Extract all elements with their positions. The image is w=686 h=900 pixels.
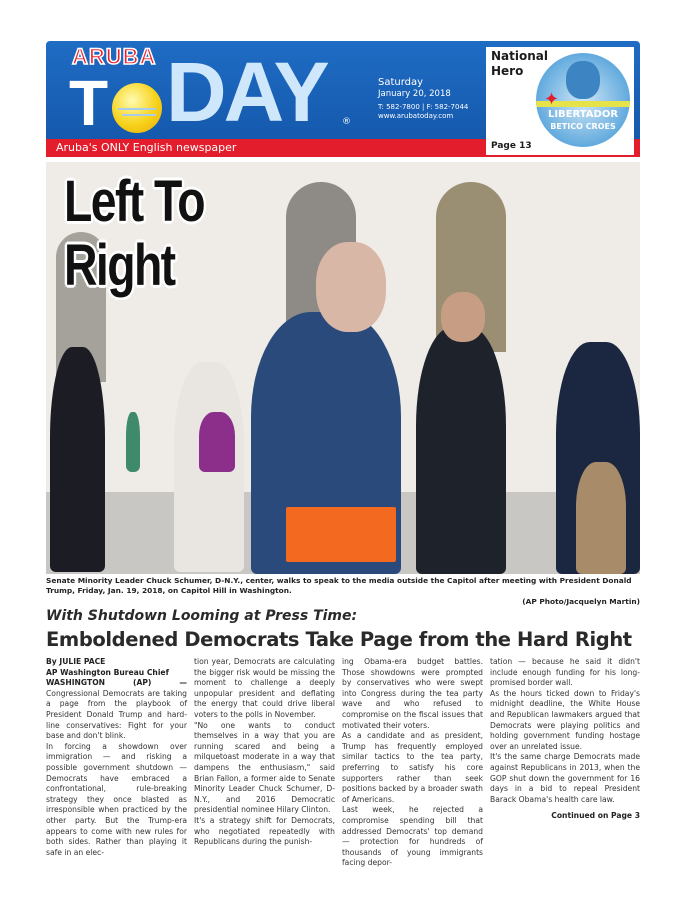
paragraph: tion year, Democrats are calculating the bigger risk would be missing the moment to challenge a deeply unpopular president and deflating the energy that could drive liberal voters to the polls in November. — [194, 657, 335, 719]
masthead-info — [378, 77, 482, 121]
issue-day: Saturday — [378, 77, 424, 88]
byline: By JULIE PACE — [46, 657, 106, 666]
logo-aruba-text: ARUBA — [72, 44, 157, 69]
logo-t-letter: T — [69, 67, 109, 139]
article-title[interactable]: Emboldened Democrats Take Page from the Hard Right — [46, 628, 632, 651]
lead-photo — [46, 162, 640, 574]
tagline: Aruba's ONLY English newspaper — [56, 141, 237, 154]
registered-mark: ® — [342, 117, 351, 127]
paragraph: ing Obama-era budget battles. Those showdowns were prompted by conservatives who were swept into Congress during the tea party wave and who refused to compromise on the fiscal issues that motivated their voters. — [342, 657, 483, 730]
paragraph: As a candidate and as president, Trump has frequently employed similar tactics to the tea party, preferring to satisfy his core supporters rather than seek positions backed by a broader swath of Americans. — [342, 731, 483, 804]
photo-caption: Senate Minority Leader Chuck Schumer, D-N.Y., center, walks to speak to the media outside the Capitol after meeting with President Donald Trump, Friday, Jan. 19, 2018, on Capitol Hill in Washington. — [46, 576, 632, 595]
paragraph: In forcing a showdown over immigration — and risking a possible government shutdown — Democrats have embraced a confrontational, rule-breaking strategy they once blasted as irresponsible when practiced by the other party. But the Trump-era appears to come with new rules for both sides. Rather than playing it safe in an elec- — [46, 741, 187, 857]
issue-date: January 20, 2018 — [378, 89, 451, 99]
photo-headline — [64, 170, 204, 298]
paragraph: Last week, he rejected a compromise spending bill that addressed Democrats' top demand — protection for hundreds of thousands of young immigrants facing depor- — [342, 805, 483, 868]
photo-headline-line2: Right — [64, 233, 175, 298]
star-icon: ✦ — [544, 89, 560, 110]
paragraph: Congressional Democrats are taking a page from the playbook of President Donald Trump and hard-line conservatives: Fight for your base and don't blink. — [46, 688, 187, 741]
seal-text-libertador: LIBERTADOR — [547, 109, 619, 120]
promo-page-ref[interactable]: Page 13 — [491, 141, 532, 151]
promo-label — [491, 49, 548, 79]
logo-day-text: DAY — [166, 45, 327, 139]
promo-label-line1: National — [491, 49, 548, 63]
paragraph: "No one wants to conduct themselves in a way that you are running scared and being a milquetoast moderate in a way that dampens the enthusiasm," said Brian Fallon, a former aide to Senate Minority Leader Chuck Schumer, D-N.Y., and 2016 Democratic presidential nominee Hilary Clinton. — [194, 720, 335, 815]
article-kicker: With Shutdown Looming at Press Time: — [46, 608, 358, 624]
paragraph: tation — because he said it didn't include enough funding for his long-promised border wall. — [490, 657, 640, 688]
byline-title: AP Washington Bureau Chief — [46, 667, 169, 677]
paragraph: As the hours ticked down to Friday's midnight deadline, the White House and Republican lawmakers argued that Democrats were playing politics and holding government funding hostage over an unrelated issue. — [490, 688, 640, 751]
article-column-1 — [46, 657, 187, 858]
photo-credit: (AP Photo/Jacquelyn Martin) — [522, 597, 640, 606]
sun-icon — [112, 83, 162, 133]
article-column-3 — [342, 657, 483, 869]
photo-headline-line1: Left To — [64, 169, 204, 234]
article-column-2 — [194, 657, 335, 848]
website-link[interactable]: www.arubatoday.com — [378, 112, 454, 120]
continued-link[interactable]: Continued on Page 3 — [551, 811, 640, 821]
portrait-icon — [566, 61, 600, 99]
paragraph: It's the same charge Democrats made against Republicans in 2013, when the GOP shut down the government for 16 days in a bid to repeal President Barack Obama's health care law. — [490, 752, 640, 804]
contact-phone: T: 582-7800 | F: 582-7044 — [378, 103, 469, 111]
dateline: WASHINGTON (AP) — — [46, 678, 187, 688]
masthead — [46, 41, 640, 159]
paragraph: It's a strategy shift for Democrats, who negotiated repeatedly with Republicans during the punish- — [194, 815, 335, 847]
national-hero-promo[interactable] — [486, 47, 634, 155]
article-column-4 — [490, 657, 640, 822]
betico-croes-seal — [536, 53, 630, 147]
promo-label-line2: Hero — [491, 64, 524, 78]
seal-text-name: BETICO CROES — [550, 122, 616, 131]
